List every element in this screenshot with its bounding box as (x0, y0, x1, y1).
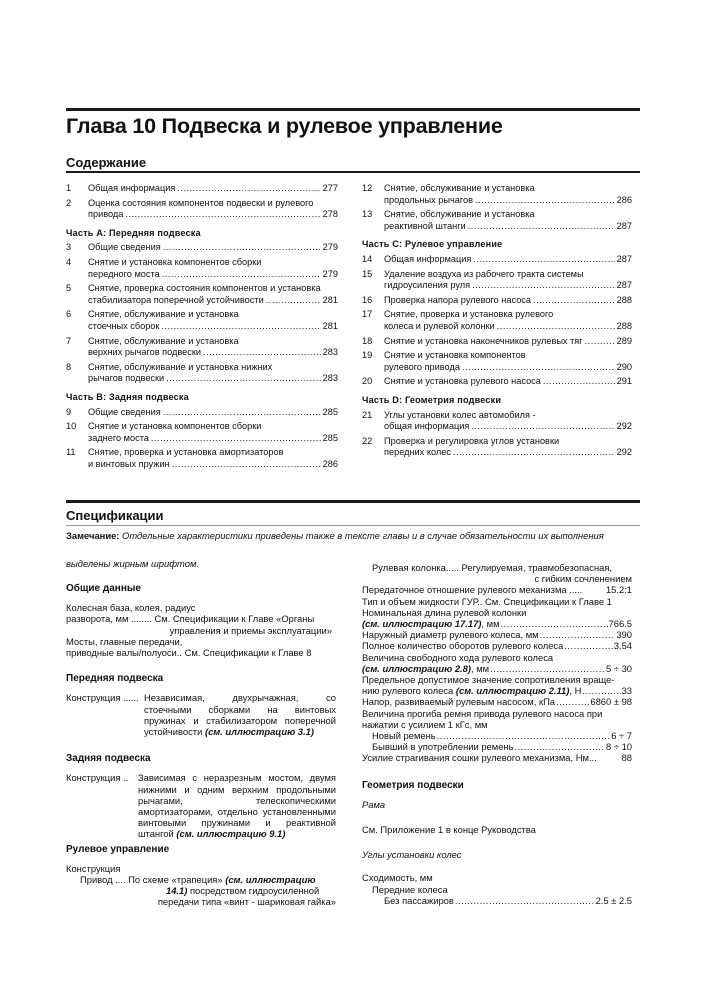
length-row (362, 618, 632, 629)
force-value: 88 (621, 752, 632, 764)
rear-text: Зависимая с неразрезным мостом, двумя нижними и одним верхним продольными рычагами, телескопическими амортизаторами, отдельно установленными винтовыми пружинами и реактивной штангой (138, 772, 336, 840)
contents-item-page: 283 (322, 373, 338, 384)
steering-line-4: передачи типа «винт - шариковая гайка» (157, 896, 336, 908)
steering-line-2 (66, 874, 336, 885)
contents-item-number: 6 (66, 309, 72, 320)
contents-item-page: 286 (322, 458, 338, 469)
belt-line-1: Величина прогиба ремня привода рулевого насоса при (362, 707, 603, 719)
note-text: Отдельные характеристики приведены также в тексте главы и в случае обязательности их выполнения (122, 530, 604, 541)
used-belt-row (362, 741, 632, 752)
contents-item-text: Снятие и установка наконечников рулевых тяг (384, 335, 583, 346)
contents-item-text: Общие сведения (88, 406, 161, 417)
contents-item[interactable] (362, 410, 632, 433)
contents-item-number: 2 (66, 197, 72, 208)
steering-line-1: Конструкция (66, 862, 121, 874)
contents-rule (66, 171, 640, 173)
steering-text-2: посредством гидроусиленной (189, 885, 320, 897)
contents-item[interactable] (66, 421, 338, 444)
pressure-row (362, 696, 632, 707)
contents-part-heading: Часть A: Передняя подвеска (66, 227, 201, 238)
front-key: Конструкция ...... (66, 692, 139, 704)
contents-item[interactable] (66, 283, 338, 306)
contents-item[interactable] (66, 309, 338, 332)
contents-item-text: рулевого привода (384, 361, 460, 372)
steering-ref-1: (см. иллюстрацию (225, 874, 316, 886)
contents-item-page: 286 (616, 194, 632, 205)
contents-item-text: стабилизатора поперечной устойчивости (88, 294, 264, 305)
contents-item-text: продольных рычагов (384, 194, 473, 205)
frame-text: См. Приложение 1 в конце Руководства (362, 824, 536, 836)
contents-item[interactable] (362, 209, 632, 232)
contents-item-number: 4 (66, 256, 72, 267)
freeplay-label: Величина свободного хода рулевого колеса (362, 651, 554, 663)
front-ref: (см. иллюстрацию 3.1) (204, 726, 314, 738)
contents-item-page: 287 (616, 280, 632, 291)
general-line-1: Колесная база, колея, радиус (66, 602, 196, 614)
freeplay-unit: , мм (471, 662, 490, 674)
contents-item[interactable] (362, 309, 632, 332)
turns-value: 3.54 (613, 640, 632, 652)
contents-item-text: Снятие и установка компонентов сборки (88, 256, 262, 267)
ratio-value: 15.2:1 (605, 584, 632, 596)
contents-item-number: 16 (362, 294, 373, 305)
contents-item-number: 17 (362, 309, 373, 320)
contents-item-number: 1 (66, 183, 72, 193)
turns-row (362, 640, 632, 651)
contents-item-page: 285 (322, 406, 338, 417)
contents-left-column (66, 183, 338, 473)
general-line-2: разворота, мм ........ См. Спецификации к Главе «Органы (66, 613, 315, 625)
contents-item-text: Снятие и установка компонентов сборки (88, 421, 262, 432)
turns-label: Полное количество оборотов рулевого колеса (362, 640, 564, 652)
length-value: 766.5 (608, 618, 632, 630)
contents-item-text: Общие сведения (88, 242, 161, 253)
geometry-heading: Геометрия подвески (362, 779, 464, 791)
pressure-label: Напор, развиваемый рулевым насосом, кПа (362, 696, 556, 708)
contents-item-text: Снятие и установка компонентов (384, 350, 526, 361)
note-text-2: выделены жирным шрифтом. (66, 558, 199, 569)
contents-item-number: 10 (66, 421, 77, 432)
diameter-label: Наружный диаметр рулевого колеса, мм (362, 629, 539, 641)
contents-heading: Содержание (66, 155, 147, 170)
contents-item-page: 279 (322, 242, 338, 253)
contents-item-text: Проверка и регулировка углов установки (384, 435, 560, 446)
resistance-value: 33 (621, 685, 632, 697)
toe-label: Сходимость, мм (362, 872, 433, 884)
freeplay-ref: (см. иллюстрацию 2.8) (362, 662, 471, 674)
contents-item-number: 3 (66, 242, 72, 253)
specs-top-rule (66, 500, 640, 503)
contents-item-number: 13 (362, 209, 373, 220)
contents-item-page: 292 (616, 447, 632, 458)
contents-item-number: 22 (362, 435, 373, 446)
contents-item[interactable] (66, 407, 338, 419)
contents-item[interactable] (66, 336, 338, 359)
front-heading: Передняя подвеска (66, 673, 164, 685)
diameter-row (362, 629, 632, 640)
column-line-1: Рулевая колонка..... Регулируемая, травмобезопасная, (372, 562, 613, 573)
contents-item-text: гидроусиления руля (384, 280, 471, 291)
contents-item-text: колеса и рулевой колонки (384, 320, 495, 331)
contents-item-number: 7 (66, 335, 72, 346)
contents-item-page: 285 (322, 432, 338, 443)
contents-item[interactable] (362, 336, 632, 348)
freeplay-row (362, 663, 632, 674)
general-line-4: Мосты, главные передачи, (66, 635, 183, 647)
rear-key: Конструкция .. (66, 772, 129, 784)
note-label: Замечание: (66, 530, 120, 541)
resistance-ref: (см. иллюстрацию 2.11) (455, 685, 570, 697)
contents-item-page: 287 (616, 253, 632, 264)
contents-item[interactable] (66, 257, 338, 280)
no-passengers-row (362, 895, 632, 906)
contents-item[interactable] (66, 198, 338, 221)
general-line-3: управления и приемы эксплуатации» (169, 624, 332, 636)
contents-item-number: 9 (66, 406, 72, 417)
steering-ref-2: 14.1) (166, 885, 188, 897)
resistance-label: нию рулевого колеса (362, 685, 454, 697)
contents-item[interactable] (66, 183, 338, 195)
contents-item-text: Снятие и установка рулевого насоса (384, 376, 541, 387)
contents-item-number: 5 (66, 283, 72, 294)
contents-item-number: 19 (362, 350, 373, 361)
specs-rule (66, 525, 640, 526)
contents-right-column (362, 183, 632, 462)
contents-item-text: Снятие, обслуживание и установка (384, 209, 535, 220)
pressure-value: 6860 ± 98 (590, 696, 632, 708)
contents-item-number: 21 (362, 409, 373, 420)
resistance-row (362, 685, 632, 696)
contents-item-page: 288 (616, 320, 632, 331)
contents-item-page: 292 (616, 421, 632, 432)
contents-item-number: 20 (362, 376, 373, 387)
contents-item-text: Проверка напора рулевого насоса (384, 294, 532, 305)
new-belt-row (362, 730, 632, 741)
contents-item-number: 18 (362, 335, 373, 346)
length-unit: , мм (481, 618, 500, 630)
steering-heading: Рулевое управление (66, 843, 170, 855)
contents-part-heading: Часть C: Рулевое управление (362, 239, 503, 250)
belt-line-2: нажатии с усилием 1 кГс, мм (362, 718, 488, 730)
contents-item-text: Снятие, проверка и установка амортизаторов (88, 447, 284, 458)
contents-item[interactable] (66, 447, 338, 470)
contents-item-text: общая информация (384, 421, 470, 432)
contents-item-text: передного моста (88, 268, 160, 279)
force-label: Усилие страгивания сошки рулевого механизма, Нм... (362, 752, 597, 764)
contents-item-number: 11 (66, 447, 76, 458)
contents-item-page: 288 (616, 294, 632, 305)
contents-item[interactable] (362, 295, 632, 307)
top-rule (66, 108, 640, 111)
contents-item-text: передних колес (384, 447, 451, 458)
general-heading: Общие данные (66, 583, 141, 594)
contents-item-text: верхних рычагов подвески (88, 347, 202, 358)
contents-item[interactable] (362, 183, 632, 206)
contents-item[interactable] (362, 376, 632, 388)
rear-value (138, 772, 336, 839)
contents-item-text: Снятие, обслуживание и установка (88, 309, 239, 320)
front-value (144, 692, 336, 737)
contents-item-text: реактивной штанги (384, 220, 466, 231)
contents-item[interactable] (66, 242, 338, 254)
specs-heading: Спецификации (66, 508, 164, 523)
contents-item-page: 291 (616, 376, 632, 387)
contents-item-text: Общая информация (384, 253, 472, 264)
new-belt-label: Новый ремень (372, 730, 436, 742)
contents-item-page: 281 (322, 320, 338, 331)
contents-item[interactable] (362, 350, 632, 373)
front-wheels-label: Передние колеса (372, 883, 448, 895)
column-line-2: с гибким сочленением (534, 573, 632, 585)
contents-item-number: 12 (362, 183, 373, 193)
chapter-title: Глава 10 Подвеска и рулевое управление (66, 114, 503, 138)
used-belt-value: 8 ÷ 10 (606, 741, 632, 753)
rear-ref: (см. иллюстрацию 9.1) (176, 828, 286, 840)
rear-heading: Задняя подвеска (66, 753, 151, 765)
contents-item-text: Снятие, проверка состояния компонентов и установка (88, 283, 321, 294)
contents-item-number: 8 (66, 361, 72, 372)
ratio-label: Передаточное отношение рулевого механизма ..... (362, 584, 583, 596)
resistance-unit: , Н (569, 685, 582, 697)
freeplay-value: 5 ÷ 30 (606, 662, 632, 674)
contents-part-heading: Часть D: Геометрия подвески (362, 394, 502, 405)
contents-item-text: Удаление воздуха из рабочего тракта системы (384, 268, 584, 279)
contents-part-heading: Часть B: Задняя подвеска (66, 391, 189, 402)
contents-item-text: Снятие, обслуживание и установка (88, 335, 239, 346)
contents-item-text: рычагов подвески (88, 373, 165, 384)
steering-line-3 (66, 885, 336, 896)
contents-item-text: стоечных сборок (88, 320, 160, 331)
contents-item-page: 277 (322, 183, 338, 193)
contents-item[interactable] (362, 254, 632, 266)
length-label: Номинальная длина рулевой колонки (362, 606, 527, 618)
fluid-row: Тип и объем жидкости ГУР.. См. Спецификации к Главе 1 (362, 595, 612, 607)
contents-item-page: 279 (322, 268, 338, 279)
contents-item-page: 287 (616, 220, 632, 231)
no-passengers-value: 2.5 ± 2.5 (595, 894, 632, 906)
specs-right-column (362, 562, 632, 906)
rear-construction (66, 772, 336, 839)
contents-item-number: 15 (362, 268, 373, 279)
front-text: Независимая, двухрычажная, со стоечными сборками на винтовых пружинах и стабилизатором поперечной устойчивости (144, 692, 336, 738)
contents-item-page: 281 (322, 294, 338, 305)
force-row (362, 752, 632, 763)
contents-item-page: 289 (616, 335, 632, 346)
specs-note (66, 530, 640, 542)
frame-label: Рама (362, 798, 386, 810)
contents-item-text: Оценка состояния компонентов подвески и рулевого (88, 197, 314, 208)
resistance-line-1: Предельное допустимое значение сопротивления враще- (362, 674, 615, 686)
specs-left-column (66, 583, 336, 908)
contents-item-page: 290 (616, 361, 632, 372)
contents-item-text: Снятие, обслуживание и установка (384, 183, 535, 193)
contents-item-text: заднего моста (88, 432, 149, 443)
contents-item-text: привода (88, 209, 124, 220)
contents-item[interactable] (362, 436, 632, 459)
contents-item-text: Общая информация (88, 183, 176, 193)
no-passengers-label: Без пассажиров (384, 894, 454, 906)
contents-item[interactable] (66, 362, 338, 385)
contents-item-number: 14 (362, 253, 373, 264)
angles-label: Углы установки колес (362, 849, 462, 861)
contents-item-text: Снятие, обслуживание и установка нижних (88, 361, 273, 372)
contents-item-page: 278 (322, 209, 338, 220)
general-line-5: приводные валы/полуоси.. См. Спецификации к Главе 8 (66, 647, 312, 659)
front-construction (66, 692, 336, 737)
contents-item-text: и винтовых пружин (88, 458, 170, 469)
new-belt-value: 6 ÷ 7 (611, 730, 632, 742)
contents-item[interactable] (362, 269, 632, 292)
length-ref: (см. иллюстрацию 17.17) (362, 618, 482, 630)
contents-item-text: Углы установки колес автомобиля - (384, 409, 536, 420)
steering-key: Привод .... По схеме «трапеция» (80, 874, 223, 886)
contents-item-text: Снятие, проверка и установка рулевого (384, 309, 554, 320)
ratio-row (362, 584, 632, 595)
used-belt-label: Бывший в употреблении ремень (372, 741, 514, 753)
diameter-value: 390 (616, 629, 632, 641)
contents-item-page: 283 (322, 347, 338, 358)
